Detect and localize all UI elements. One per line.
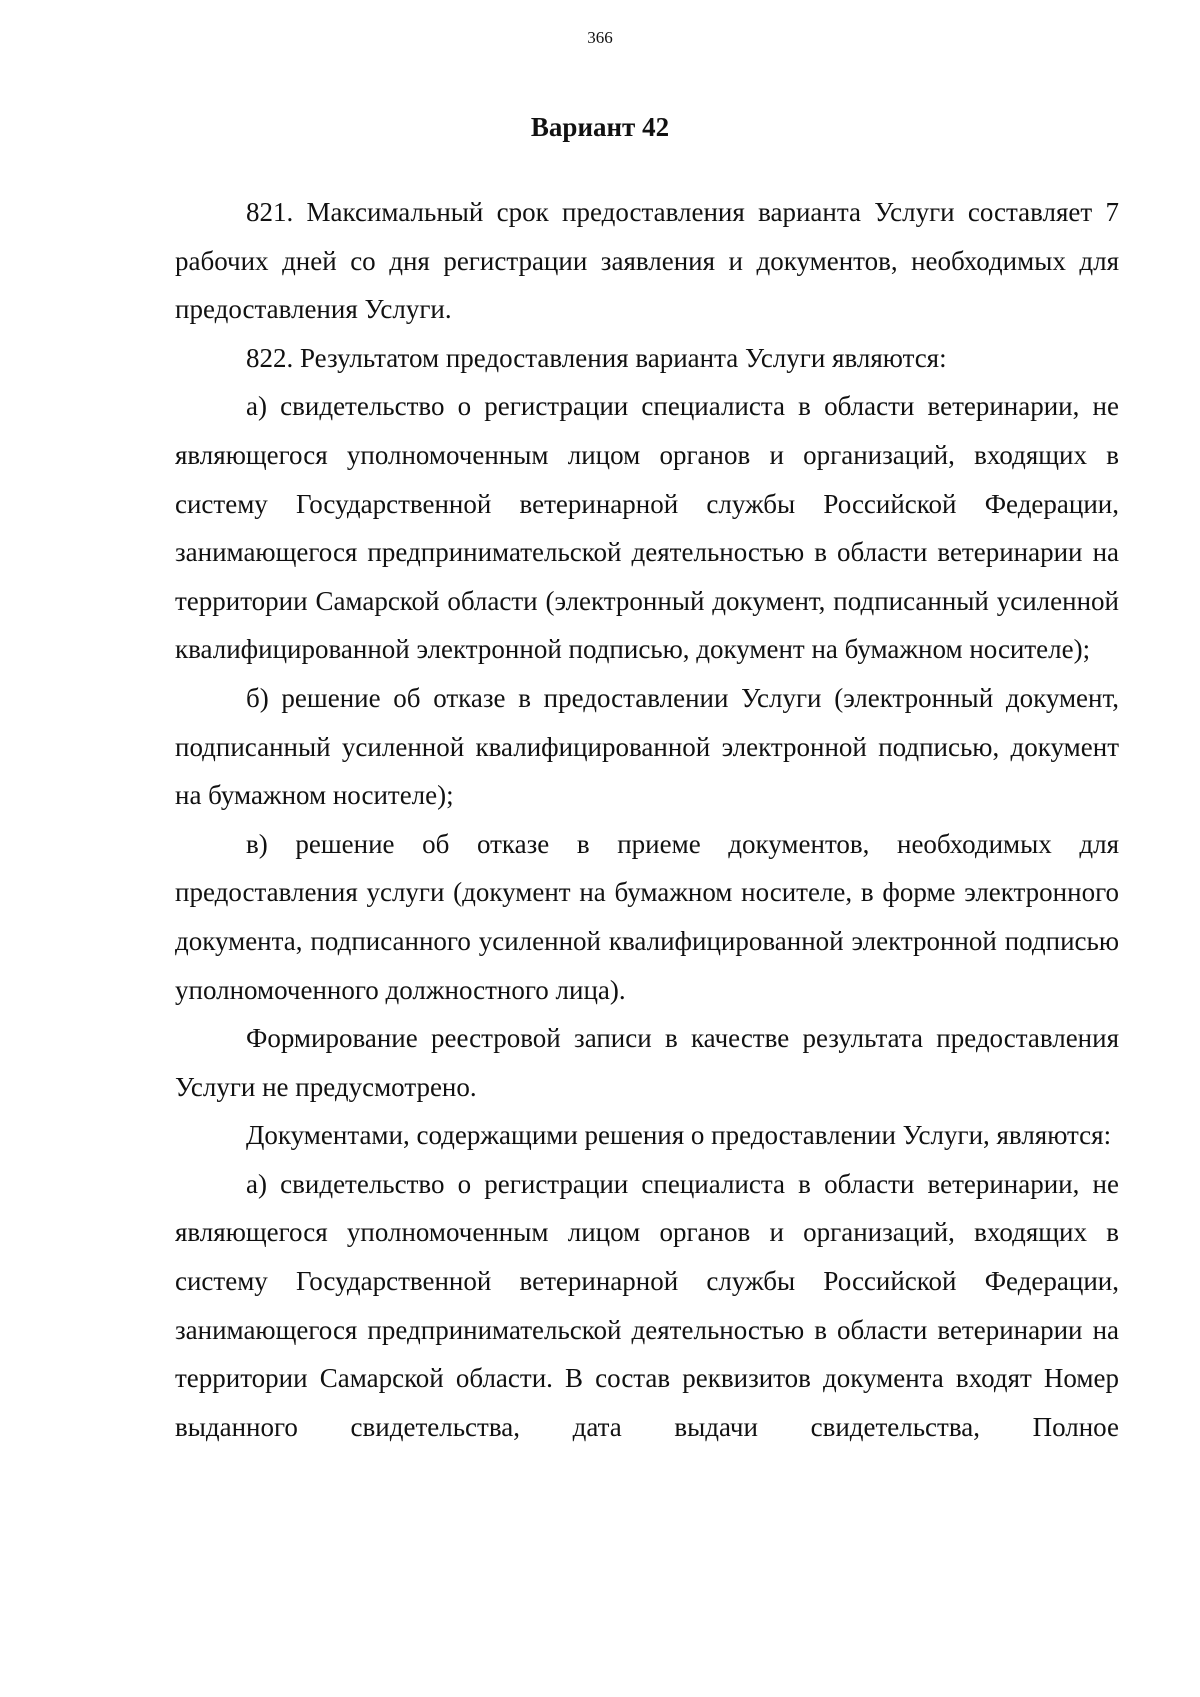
page-number: 366 (587, 28, 613, 47)
paragraph-822-results: 822. Результатом предоставления варианта Услуги являются: (246, 342, 947, 373)
paragraph-registry-record: Формирование реестровой записи в качестве результата предоставления Услуги не предусмотрено. (175, 1023, 1119, 1102)
paragraph-decision-a-certificate: а) свидетельство о регистрации специалиста в области ветеринарии, не являющегося уполномоченным лицом органов и организаций, входящих в систему Государственной ветеринарной службы Российской Федерации, занимающегося предпринимательской деятельностью в области ветеринарии на территории Самарской области. В состав реквизитов документа входят Номер выданного свидетельства, дата выдачи свидетельства, Полное (175, 1168, 1119, 1442)
paragraph-result-c-refusal-acceptance: в) решение об отказе в приеме документов, необходимых для предоставления услуги (документ на бумажном носителе, в форме электронного документа, подписанного усиленной квалифицированной электронной подписью уполномоченного должностного лица). (175, 828, 1119, 1005)
paragraph-821-max-term: 821. Максимальный срок предоставления варианта Услуги составляет 7 рабочих дней со дня регистрации заявления и документов, необходимых для предоставления Услуги. (175, 197, 1119, 325)
paragraph-result-b-refusal: б) решение об отказе в предоставлении Услуги (электронный документ, подписанный усиленной квалифицированной электронной подписью, документ на бумажном носителе); (175, 682, 1119, 811)
document-body (175, 188, 1119, 1451)
section-heading: Вариант 42 (530, 112, 670, 142)
paragraph-decision-documents: Документами, содержащими решения о предоставлении Услуги, являются: (246, 1120, 1112, 1151)
paragraph-result-a-certificate: а) свидетельство о регистрации специалиста в области ветеринарии, не являющегося уполномоченным лицом органов и организаций, входящих в систему Государственной ветеринарной службы Российской Федерации, занимающегося предпринимательской деятельностью в области ветеринарии на территории Самарской области (электронный документ, подписанный усиленной квалифицированной электронной подписью, документ на бумажном носителе); (175, 391, 1119, 665)
